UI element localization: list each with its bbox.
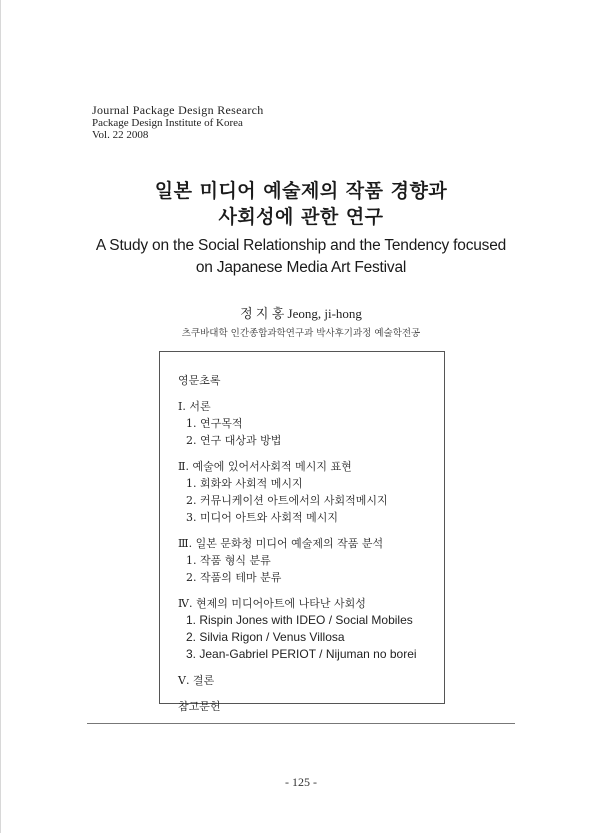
journal-name: Journal Package Design Research — [92, 103, 264, 117]
toc-item: 2. 연구 대상과 방법 — [186, 434, 282, 447]
title-korean-line1: 일본 미디어 예술제의 작품 경향과 — [154, 180, 448, 202]
toc-section-1: Ⅰ. 서론 — [178, 400, 211, 413]
title-english-line2: on Japanese Media Art Festival — [195, 259, 407, 276]
toc-item: 2. 커뮤니케이션 아트에서의 사회적메시지 — [186, 494, 388, 507]
toc-item: 1. 연구목적 — [186, 417, 243, 430]
footer-divider — [87, 723, 515, 724]
toc-section-3: Ⅲ. 일본 문화청 미디어 예술제의 작품 분석 — [178, 537, 384, 550]
toc-item: 1. Rispin Jones with IDEO / Social Mobiles — [186, 613, 413, 627]
toc-section-4: Ⅳ. 현제의 미디어아트에 나타난 사회성 — [178, 597, 366, 610]
toc-item: 2. Silvia Rigon / Venus Villosa — [186, 630, 345, 644]
toc-abstract: 영문초록 — [178, 374, 221, 387]
page-number: - 125 - — [285, 775, 317, 789]
paper-title — [1, 178, 600, 278]
toc-item: 3. Jean-Gabriel PERIOT / Nijuman no borei — [186, 647, 417, 661]
journal-publisher: Package Design Institute of Korea — [92, 116, 243, 129]
toc-item: 1. 작품 형식 분류 — [186, 554, 271, 567]
author-name: 정 지 홍 Jeong, ji-hong — [240, 306, 362, 321]
toc-references: 참고문헌 — [178, 700, 221, 713]
toc-section-2: Ⅱ. 예술에 있어서사회적 메시지 표현 — [178, 460, 352, 473]
toc-item: 2. 작품의 테마 분류 — [186, 571, 282, 584]
journal-header — [92, 104, 264, 142]
table-of-contents — [178, 372, 417, 715]
toc-item: 3. 미디어 아트와 사회적 메시지 — [186, 511, 338, 524]
author-affiliation: 츠쿠바대학 인간종합과학연구과 박사후기과정 예술학전공 — [181, 328, 421, 339]
title-korean-line2: 사회성에 관한 연구 — [218, 206, 384, 228]
toc-section-5: Ⅴ. 결론 — [178, 674, 215, 687]
toc-item: 1. 회화와 사회적 메시지 — [186, 477, 303, 490]
title-english-line1: A Study on the Social Relationship and the Tendency focused — [95, 237, 507, 254]
journal-volume: Vol. 22 2008 — [92, 129, 149, 141]
